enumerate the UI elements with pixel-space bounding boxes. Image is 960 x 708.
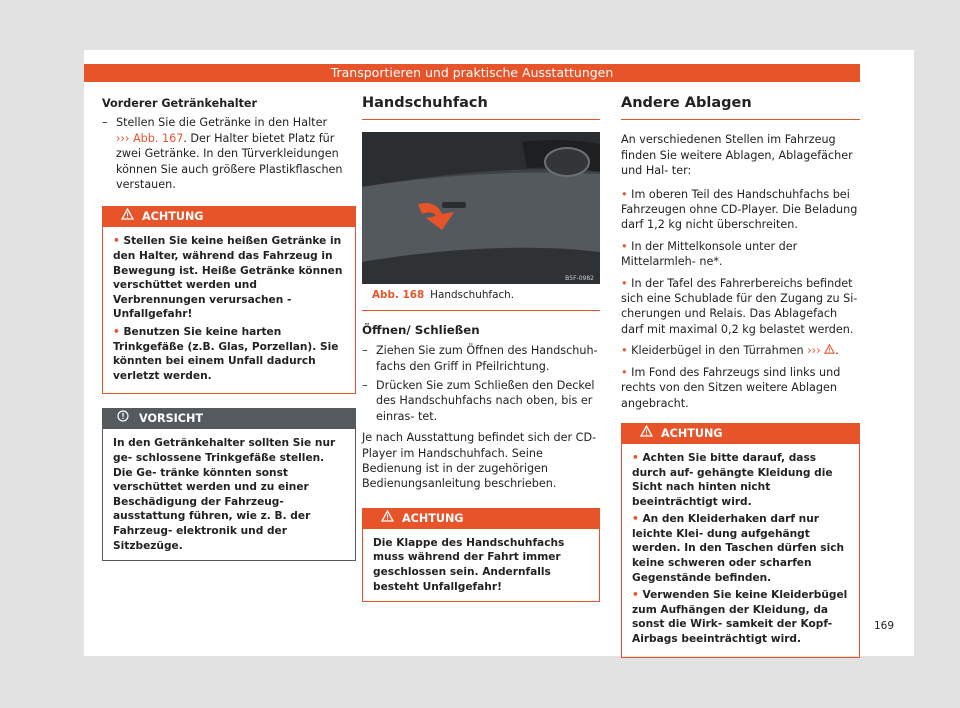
column-middle bbox=[362, 96, 600, 602]
warning-title: ACHTUNG bbox=[142, 210, 204, 224]
warning-header bbox=[103, 207, 355, 227]
warning-triangle-icon bbox=[381, 509, 394, 529]
warning-reference-link[interactable]: ››› bbox=[807, 344, 835, 357]
step-item: – Drücken Sie zum Schließen den Deckel des Handschuhfachs nach oben, bis er einras- tet. bbox=[362, 379, 595, 423]
caution-title: VORSICHT bbox=[139, 412, 204, 426]
instruction-text: Stellen Sie die Getränke in den Halter ››› Abb. 167. Der Halter bietet Platz für zwei Getränke. In den Türverkleidungen können Sie auch größere Plastikflaschen verstauen. bbox=[116, 116, 343, 192]
caution-box bbox=[102, 408, 356, 561]
warning-header bbox=[622, 424, 859, 444]
list-item: • In der Tafel des Fahrerbereichs befindet sich eine Schublade für den Zugang zu Si- cherungen und Relais. Das Ablagefach darf mit maximal 0,2 kg belastet werden. bbox=[621, 276, 858, 336]
figure-label: Abb. 168 bbox=[372, 289, 425, 302]
column-right bbox=[621, 96, 860, 658]
warning-item: • Verwenden Sie keine Kleiderbügel zum Aufhängen der Kleidung, da sonst die Wirk- samkeit der Kopf-Airbags beeinträchtigt wird. bbox=[632, 589, 848, 646]
warning-title: ACHTUNG bbox=[661, 426, 723, 440]
list-item: • Im Fond des Fahrzeugs sind links und rechts von den Sitzen weitere Ablagen angebracht. bbox=[621, 365, 841, 410]
warning-box-clothing bbox=[621, 423, 860, 658]
list-item: • Kleiderbügel in den Türrahmen ››› . bbox=[621, 344, 839, 358]
caution-body: In den Getränkehalter sollten Sie nur ge- schlossene Trinkgefäße stellen. Die Ge- tränke könnten sonst verschüttet werden und zu einer Beschädigung der Fahrzeug- ausstattung führen, wie z. B. der Fahrzeug- elektronik und der Sitzbezüge. bbox=[113, 437, 336, 552]
figure-caption: Abb. 168 Handschuhfach. bbox=[372, 289, 515, 302]
section-title-andere-ablagen: Andere Ablagen bbox=[621, 96, 860, 120]
warning-item: • Achten Sie bitte darauf, dass durch auf- gehängte Kleidung die Sicht nach hinten nicht beeinträchtigt wird. bbox=[632, 451, 833, 508]
step-item: – Ziehen Sie zum Öffnen des Handschuh- fachs den Griff in Pfeilrichtung. bbox=[362, 344, 598, 373]
warning-header bbox=[363, 509, 599, 529]
warning-item: • Stellen Sie keine heißen Getränke in den Halter, während das Fahrzeug in Bewegung ist. Heiße Getränke können verschüttet werden und Verbrennungen verursachen - Unfallgefahr! bbox=[113, 235, 343, 321]
warning-item: • Benutzen Sie keine harten Trinkgefäße (z.B. Glas, Porzellan). Sie könnten bei einem Unfall dadurch verletzt werden. bbox=[113, 326, 339, 382]
figure-code: B5F-0982 bbox=[565, 275, 594, 283]
warning-triangle-icon bbox=[640, 424, 653, 444]
section-title-handschuhfach: Handschuhfach bbox=[362, 96, 600, 120]
caution-header bbox=[103, 409, 355, 429]
warning-triangle-icon bbox=[824, 344, 835, 354]
figure-reference-link[interactable]: ››› Abb. 167 bbox=[116, 131, 184, 145]
instruction-item bbox=[102, 115, 356, 192]
chapter-header: Transportieren und praktische Ausstattungen bbox=[84, 64, 860, 82]
warning-box bbox=[102, 206, 356, 394]
dash-marker: – bbox=[102, 116, 108, 130]
info-circle-icon bbox=[117, 409, 129, 429]
manual-page bbox=[84, 50, 914, 656]
intro-paragraph: An verschiedenen Stellen im Fahrzeug finden Sie weitere Ablagen, Ablagefächer und Hal- ter: bbox=[621, 133, 853, 178]
warning-body bbox=[103, 227, 355, 393]
paragraph-cd-player: Je nach Ausstattung befindet sich der CD- Player im Handschuhfach. Seine Bedienung ist in der zugehörigen Bedienungsanleitung beschrieben. bbox=[362, 431, 597, 491]
list-item: • In der Mittelkonsole unter der Mittelarmleh- ne*. bbox=[621, 239, 798, 269]
warning-triangle-icon bbox=[121, 207, 134, 227]
warning-box-glovebox bbox=[362, 508, 600, 602]
subsection-title-oeffnen: Öffnen/ Schließen bbox=[362, 322, 480, 337]
figure-glovebox bbox=[362, 132, 600, 310]
list-item: • Im oberen Teil des Handschuhfachs bei Fahrzeugen ohne CD-Player. Die Beladung darf 1,2 kg nicht überschreiten. bbox=[621, 187, 858, 232]
warning-body bbox=[622, 444, 859, 657]
warning-item: • An den Kleiderhaken darf nur leichte Klei- dung aufgehängt werden. In den Taschen dürfen sich keine schweren oder scharfen Gegenstände befinden. bbox=[632, 513, 845, 584]
page-number: 169 bbox=[874, 620, 895, 632]
warning-body: Die Klappe des Handschuhfachs muss während der Fahrt immer geschlossen sein. Andernfalls besteht Unfallgefahr! bbox=[373, 536, 565, 593]
column-left bbox=[102, 96, 356, 561]
warning-title: ACHTUNG bbox=[402, 511, 464, 525]
glovebox-photo bbox=[362, 132, 600, 284]
section-heading-getraenkehalter: Vorderer Getränkehalter bbox=[102, 97, 258, 110]
